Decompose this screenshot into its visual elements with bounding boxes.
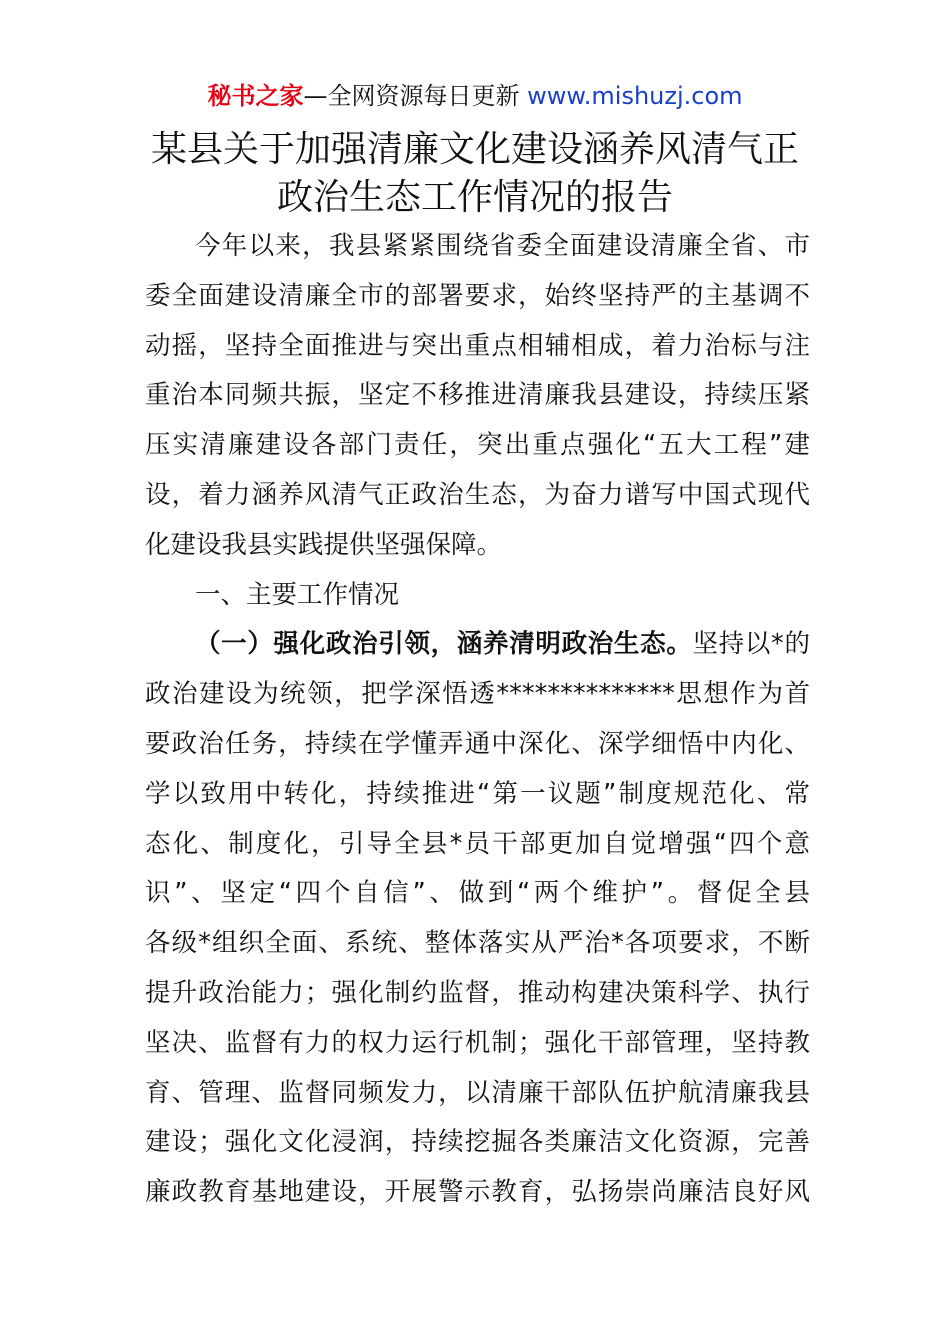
text-line: 坚决、监督有力的权力运行机制；强化干部管理，坚持教: [145, 1027, 810, 1058]
subsection-heading: （一）强化政治引领，涵养清明政治生态。: [195, 629, 693, 660]
text-line: 学以致用中转化，持续推进“第一议题”制度规范化、常: [145, 778, 810, 809]
text-line: 廉政教育基地建设，开展警示教育，弘扬崇尚廉洁良好风: [145, 1177, 810, 1208]
site-header: [0, 80, 950, 112]
text-line: 育、管理、监督同频发力，以清廉干部队伍护航清廉我县: [145, 1077, 810, 1108]
text-line: 动摇，坚持全面推进与突出重点相辅相成，着力治标与注: [145, 330, 810, 361]
text-span: 坚持以*的: [692, 629, 810, 660]
title-line-2: 政治生态工作情况的报告: [276, 177, 673, 218]
title-line-1: 某县关于加强清廉文化建设涵养风清气正: [150, 129, 799, 170]
site-url[interactable]: www.mishuzj.com: [527, 82, 743, 110]
text-line: 提升政治能力；强化制约监督，推动构建决策科学、执行: [145, 977, 810, 1008]
document-title: [0, 126, 950, 222]
text-line: 政治建设为统领，把学深悟透**************思想作为首: [145, 679, 810, 710]
text-line: [145, 620, 810, 670]
text-line: 今年以来，我县紧紧围绕省委全面建设清廉全省、市: [195, 231, 810, 261]
text-line: 各级*组织全面、系统、整体落实从严治*各项要求，不断: [145, 928, 810, 959]
text-line: 建设；强化文化浸润，持续挖掘各类廉洁文化资源，完善: [145, 1127, 810, 1158]
text-line: 化建设我县实践提供坚强保障。: [145, 529, 503, 560]
text-line: 压实清廉建设各部门责任，突出重点强化“五大工程”建: [145, 430, 810, 461]
site-tagline: —全网资源每日更新: [303, 82, 528, 110]
section-heading: 一、主要工作情况: [195, 579, 400, 610]
paragraph-intro: [145, 222, 810, 571]
text-line: 识”、坚定“四个自信”、做到“两个维护”。督促全县: [145, 878, 810, 909]
site-brand: 秘书之家: [207, 82, 304, 110]
text-line: 态化、制度化，引导全县*员干部更加自觉增强“四个意: [145, 828, 810, 859]
text-line: 要政治任务，持续在学懂弄通中深化、深学细悟中内化、: [145, 728, 810, 759]
document-body: [145, 222, 810, 1218]
text-line: 重治本同频共振，坚定不移推进清廉我县建设，持续压紧: [145, 380, 810, 411]
text-line: 设，着力涵养风清气正政治生态，为奋力谱写中国式现代: [145, 479, 810, 510]
paragraph-political-guidance: [145, 620, 810, 1218]
text-line: 委全面建设清廉全市的部署要求，始终坚持严的主基调不: [145, 280, 810, 311]
